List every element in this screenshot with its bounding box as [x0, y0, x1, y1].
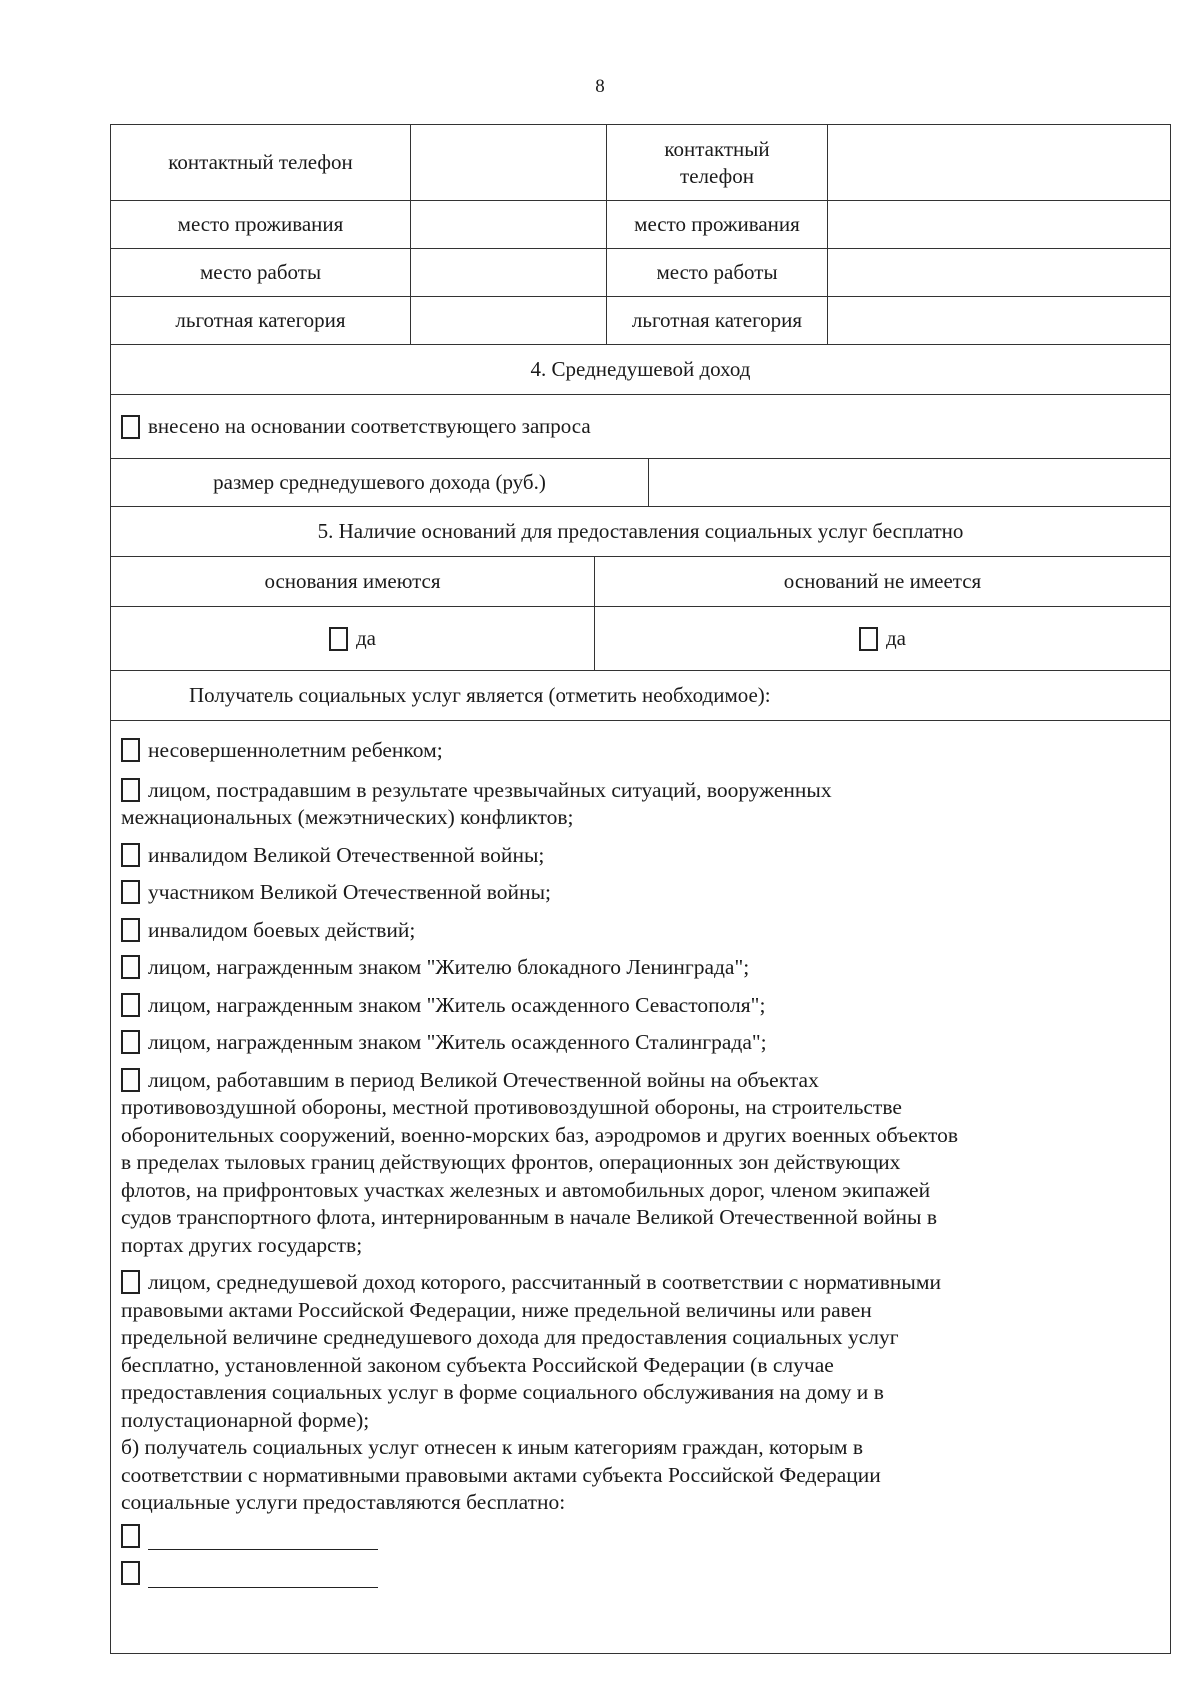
income-request-row: [111, 395, 1170, 459]
page-number: 8: [595, 76, 605, 97]
option-wwii-invalid: инвалидом Великой Отечественной войны;: [148, 842, 545, 867]
application-form: [110, 124, 1171, 1654]
option-checkbox[interactable]: [121, 1270, 140, 1294]
option-checkbox[interactable]: [121, 918, 140, 942]
option-wartime-worker: лицом, работавшим в период Великой Отечественной войны на объектах противовоздушной обороны, местной противовоздушной обороны, на строительстве оборонительных сооружений, военно-морских баз, аэродромов и других военных объектов в пределах тыловых границ действующих фронтов, операционных зон действующих флотов, на прифронтовых участках железных и автомобильных дорог, членом экипажей судов транспортного флота, интернированным в начале Великой Отечественной войны в портах других государств;: [121, 1067, 958, 1257]
option-stalingrad-badge: лицом, награжденным знаком "Житель осажденного Сталинграда";: [148, 1030, 767, 1054]
label-benefit-left: льготная категория: [111, 297, 411, 344]
grounds-section-title: 5. Наличие оснований для предоставления социальных услуг бесплатно: [317, 519, 964, 543]
grounds-section-header: [111, 507, 1170, 557]
grounds-options-row: [111, 607, 1170, 671]
option-combat-invalid: инвалидом боевых действий;: [148, 917, 416, 942]
label-residence-left: место проживания: [111, 201, 411, 248]
label-phone-right: контактный телефон: [607, 125, 828, 200]
has-grounds-option-label: да: [355, 626, 376, 650]
value-phone-right[interactable]: [828, 125, 1170, 200]
no-grounds-checkbox[interactable]: [859, 627, 878, 651]
other-category-checkbox[interactable]: [121, 1561, 140, 1585]
has-grounds-checkbox[interactable]: [329, 627, 348, 651]
option-minor-child: несовершеннолетним ребенком;: [148, 738, 443, 762]
option-leningrad-badge: лицом, награжденным знаком "Жителю блокадного Ленинграда";: [148, 955, 750, 979]
option-emergency-victim: лицом, пострадавшим в результате чрезвычайных ситуаций, вооруженных межнациональных (межэтнических) конфликтов;: [121, 777, 832, 829]
other-category-checkbox[interactable]: [121, 1524, 140, 1548]
option-checkbox[interactable]: [121, 738, 140, 762]
income-request-checkbox[interactable]: [121, 415, 140, 439]
other-category-field-1[interactable]: [148, 1529, 378, 1550]
no-grounds-option-label: да: [885, 626, 906, 650]
value-phone-left[interactable]: [411, 125, 607, 200]
label-work-right: место работы: [607, 249, 828, 296]
recipient-options-list: [111, 737, 1170, 1588]
income-section-header: [111, 345, 1170, 395]
recipient-section-header: [111, 671, 1170, 721]
income-amount-label: размер среднедушевого дохода (руб.): [111, 459, 649, 506]
income-request-label: внесено на основании соответствующего запроса: [148, 414, 591, 438]
option-checkbox[interactable]: [121, 778, 140, 802]
option-checkbox[interactable]: [121, 1068, 140, 1092]
value-work-right[interactable]: [828, 249, 1170, 296]
contacts-row-residence: [111, 201, 1170, 249]
contacts-row-work: [111, 249, 1170, 297]
contacts-row-benefit: [111, 297, 1170, 345]
income-amount-row: [111, 459, 1170, 507]
has-grounds-header: основания имеются: [111, 557, 595, 606]
option-sevastopol-badge: лицом, награжденным знаком "Житель осажденного Севастополя";: [148, 992, 766, 1017]
income-section-title: 4. Среднедушевой доход: [530, 357, 751, 381]
no-grounds-header: оснований не имеется: [783, 569, 982, 593]
income-amount-input[interactable]: [649, 459, 1170, 506]
other-categories-text: б) получатель социальных услуг отнесен к иным категориям граждан, которым в соответствии с нормативными правовыми актами субъекта Российской Федерации социальные услуги предоставляются бесплатно:: [121, 1435, 881, 1514]
other-category-field-2[interactable]: [148, 1567, 378, 1588]
option-checkbox[interactable]: [121, 880, 140, 904]
recipient-section-title: Получатель социальных услуг является (отметить необходимое):: [189, 683, 771, 707]
label-work-left: место работы: [111, 249, 411, 296]
option-checkbox[interactable]: [121, 843, 140, 867]
contacts-row-phone: [111, 125, 1170, 201]
value-residence-left[interactable]: [411, 201, 607, 248]
label-phone-left: контактный телефон: [111, 125, 411, 200]
option-checkbox[interactable]: [121, 993, 140, 1017]
value-benefit-right[interactable]: [828, 297, 1170, 344]
value-residence-right[interactable]: [828, 201, 1170, 248]
option-checkbox[interactable]: [121, 1030, 140, 1054]
value-benefit-left[interactable]: [411, 297, 607, 344]
option-low-income: лицом, среднедушевой доход которого, рассчитанный в соответствии с нормативными правовыми актами Российской Федерации, ниже предельной величины или равен предельной величине среднедушевого дохода для предоставления социальных услуг бесплатно, установленной законом субъекта Российской Федерации (в случае предоставления социальных услуг в форме социального обслуживания на дому и в полустационарной форме);: [121, 1270, 941, 1432]
grounds-column-headers: [111, 557, 1170, 607]
value-work-left[interactable]: [411, 249, 607, 296]
option-wwii-participant: участником Великой Отечественной войны;: [148, 880, 551, 904]
label-residence-right: место проживания: [607, 201, 828, 248]
option-checkbox[interactable]: [121, 955, 140, 979]
label-benefit-right: льготная категория: [607, 297, 828, 344]
